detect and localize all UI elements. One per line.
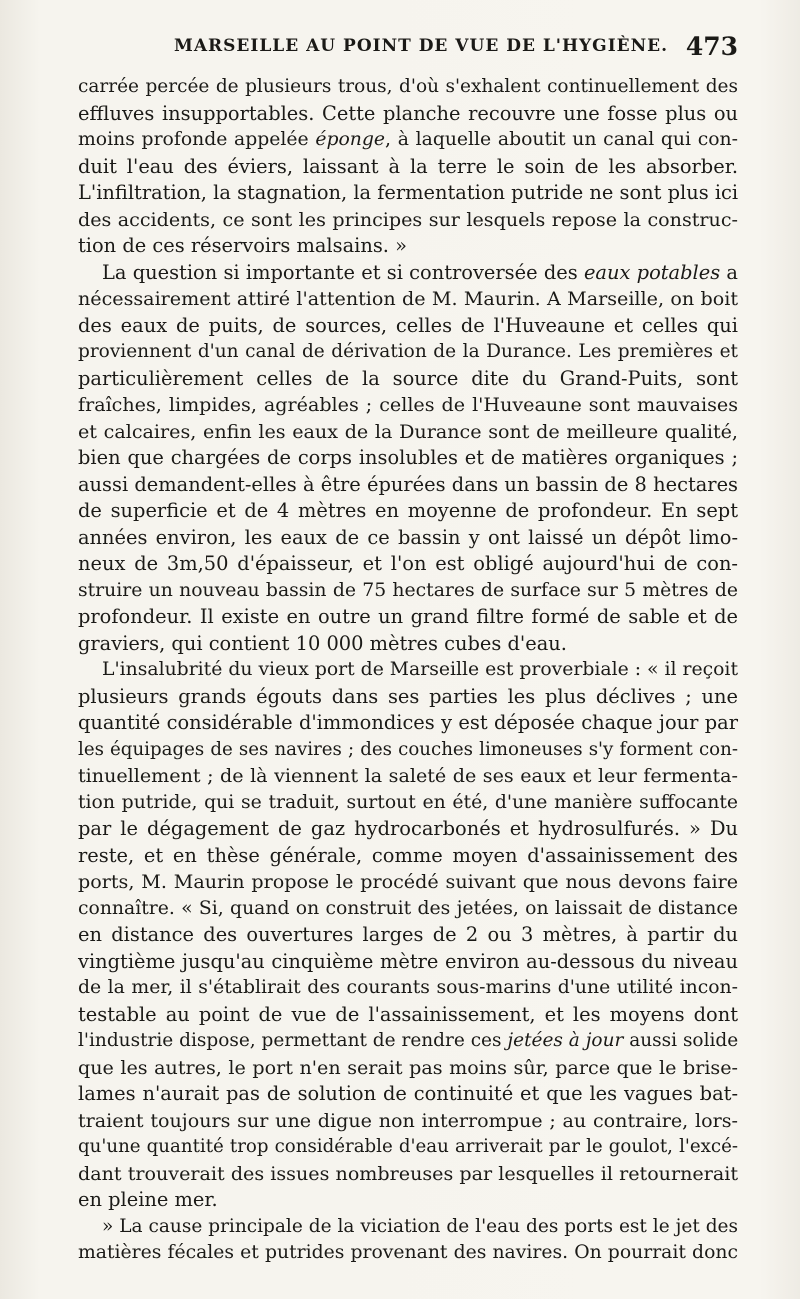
text-line: struire un nouveau bassin de 75 hectares de surface sur 5 mètres de bbox=[78, 579, 738, 601]
text-line: ports, M. Maurin propose le procédé suivant que nous devons faire bbox=[78, 870, 738, 893]
body-text bbox=[78, 74, 738, 1267]
text-line: aussi demandent-elles à être épurées dans un bassin de 8 hectares bbox=[78, 472, 738, 496]
text-line: dant trouverait des issues nombreuses par lesquelles il retournerait bbox=[78, 1161, 738, 1185]
text-segment: a bbox=[720, 260, 738, 284]
running-head bbox=[78, 32, 738, 66]
text-line: tion putride, qui se traduit, surtout en été, d'une manière suffocante bbox=[78, 791, 738, 813]
text-line: carrée percée de plusieurs trous, d'où s'exhalent continuellement des bbox=[78, 76, 738, 97]
text-line: tinuellement ; de là viennent la saleté de ses eaux et leur fermenta- bbox=[78, 764, 738, 787]
text-line: et calcaires, enfin les eaux de la Durance sont de meilleure qualité, bbox=[78, 419, 738, 443]
text-line: en distance des ouvertures larges de 2 ou 3 mètres, à partir du bbox=[78, 923, 738, 946]
text-segment: l'industrie dispose, permettant de rendre ces bbox=[78, 1030, 508, 1051]
text-line: que les autres, le port n'en serait pas moins sûr, parce que le brise- bbox=[78, 1055, 738, 1079]
text-line: vingtième jusqu'au cinquième mètre environ au-dessous du niveau bbox=[78, 949, 738, 973]
running-title: MARSEILLE AU POINT DE VUE DE L'HYGIÈNE. bbox=[174, 36, 669, 56]
text-line: graviers, qui contient 10 000 mètres cubes d'eau. bbox=[78, 631, 567, 655]
page-number: 473 bbox=[685, 32, 738, 61]
text-line: les équipages de ses navires ; des couches limoneuses s'y forment con- bbox=[78, 738, 738, 760]
text-line: profondeur. Il existe en outre un grand filtre formé de sable et de bbox=[78, 605, 738, 628]
text-segment: aussi solide bbox=[623, 1030, 739, 1051]
text-line: testable au point de vue de l'assainissement, et les moyens dont bbox=[78, 1002, 738, 1026]
text-line: par le dégagement de gaz hydrocarbonés et hydrosulfurés. » Du bbox=[78, 817, 738, 840]
text-line: qu'une quantité trop considérable d'eau arriverait par le goulot, l'excé- bbox=[78, 1136, 738, 1157]
text-line bbox=[78, 1028, 738, 1055]
text-line: L'insalubrité du vieux port de Marseille est proverbiale : « il reçoit bbox=[102, 659, 738, 680]
text-line: tion de ces réservoirs malsains. » bbox=[78, 234, 407, 257]
text-line: duit l'eau des éviers, laissant à la terre le soin de les absorber. bbox=[78, 154, 738, 178]
text-line: de la mer, il s'établirait des courants sous-marins d'une utilité incon- bbox=[78, 977, 738, 998]
text-line: matières fécales et putrides provenant des navires. On pourrait donc bbox=[78, 1242, 738, 1263]
text-line: particulièrement celles de la source dite du Grand-Puits, sont bbox=[78, 366, 738, 390]
text-line: connaître. « Si, quand on construit des jetées, on laissait de distance bbox=[78, 897, 738, 919]
italic-term: eaux potables bbox=[583, 260, 721, 284]
text-line: proviennent d'un canal de dérivation de la Durance. Les premières et bbox=[78, 341, 738, 362]
text-line: des eaux de puits, de sources, celles de l'Huveaune et celles qui bbox=[78, 313, 738, 337]
text-line bbox=[78, 260, 738, 287]
text-segment: La question si importante et si controversée des bbox=[102, 260, 584, 284]
text-line: neux de 3m,50 d'épaisseur, et l'on est obligé aujourd'hui de con- bbox=[78, 552, 738, 575]
text-line bbox=[78, 127, 738, 154]
text-line: plusieurs grands égouts dans ses parties les plus déclives ; une bbox=[78, 684, 738, 708]
text-line: lames n'aurait pas de solution de continuité et que les vagues bat- bbox=[78, 1082, 738, 1105]
text-line: traient toujours sur une digue non interrompue ; au contraire, lors- bbox=[78, 1108, 738, 1132]
text-segment: moins profonde appelée bbox=[78, 129, 316, 150]
text-line: années environ, les eaux de ce bassin y ont laissé un dépôt limo- bbox=[78, 525, 738, 549]
text-line: nécessairement attiré l'attention de M. Maurin. A Marseille, on boit bbox=[78, 287, 738, 310]
italic-term: jetées à jour bbox=[507, 1030, 624, 1051]
text-line: bien que chargées de corps insolubles et de matières organiques ; bbox=[78, 446, 738, 469]
text-line: quantité considérable d'immondices y est déposée chaque jour par bbox=[78, 711, 738, 734]
text-line: en pleine mer. bbox=[78, 1188, 218, 1211]
text-line: de superficie et de 4 mètres en moyenne de profondeur. En sept bbox=[78, 499, 738, 522]
text-line: reste, et en thèse générale, comme moyen d'assainissement des bbox=[78, 843, 738, 867]
text-line: des accidents, ce sont les principes sur lesquels repose la construc- bbox=[78, 207, 738, 231]
text-line: L'infiltration, la stagnation, la fermentation putride ne sont plus ici bbox=[78, 181, 739, 204]
text-line: fraîches, limpides, agréables ; celles de l'Huveaune sont mauvaises bbox=[78, 393, 738, 416]
italic-term: éponge bbox=[315, 129, 386, 150]
text-segment: , à laquelle aboutit un canal qui con- bbox=[385, 129, 738, 150]
text-line: effluves insupportables. Cette planche recouvre une fosse plus ou bbox=[78, 101, 738, 125]
text-line: » La cause principale de la viciation de l'eau des ports est le jet des bbox=[102, 1215, 738, 1237]
